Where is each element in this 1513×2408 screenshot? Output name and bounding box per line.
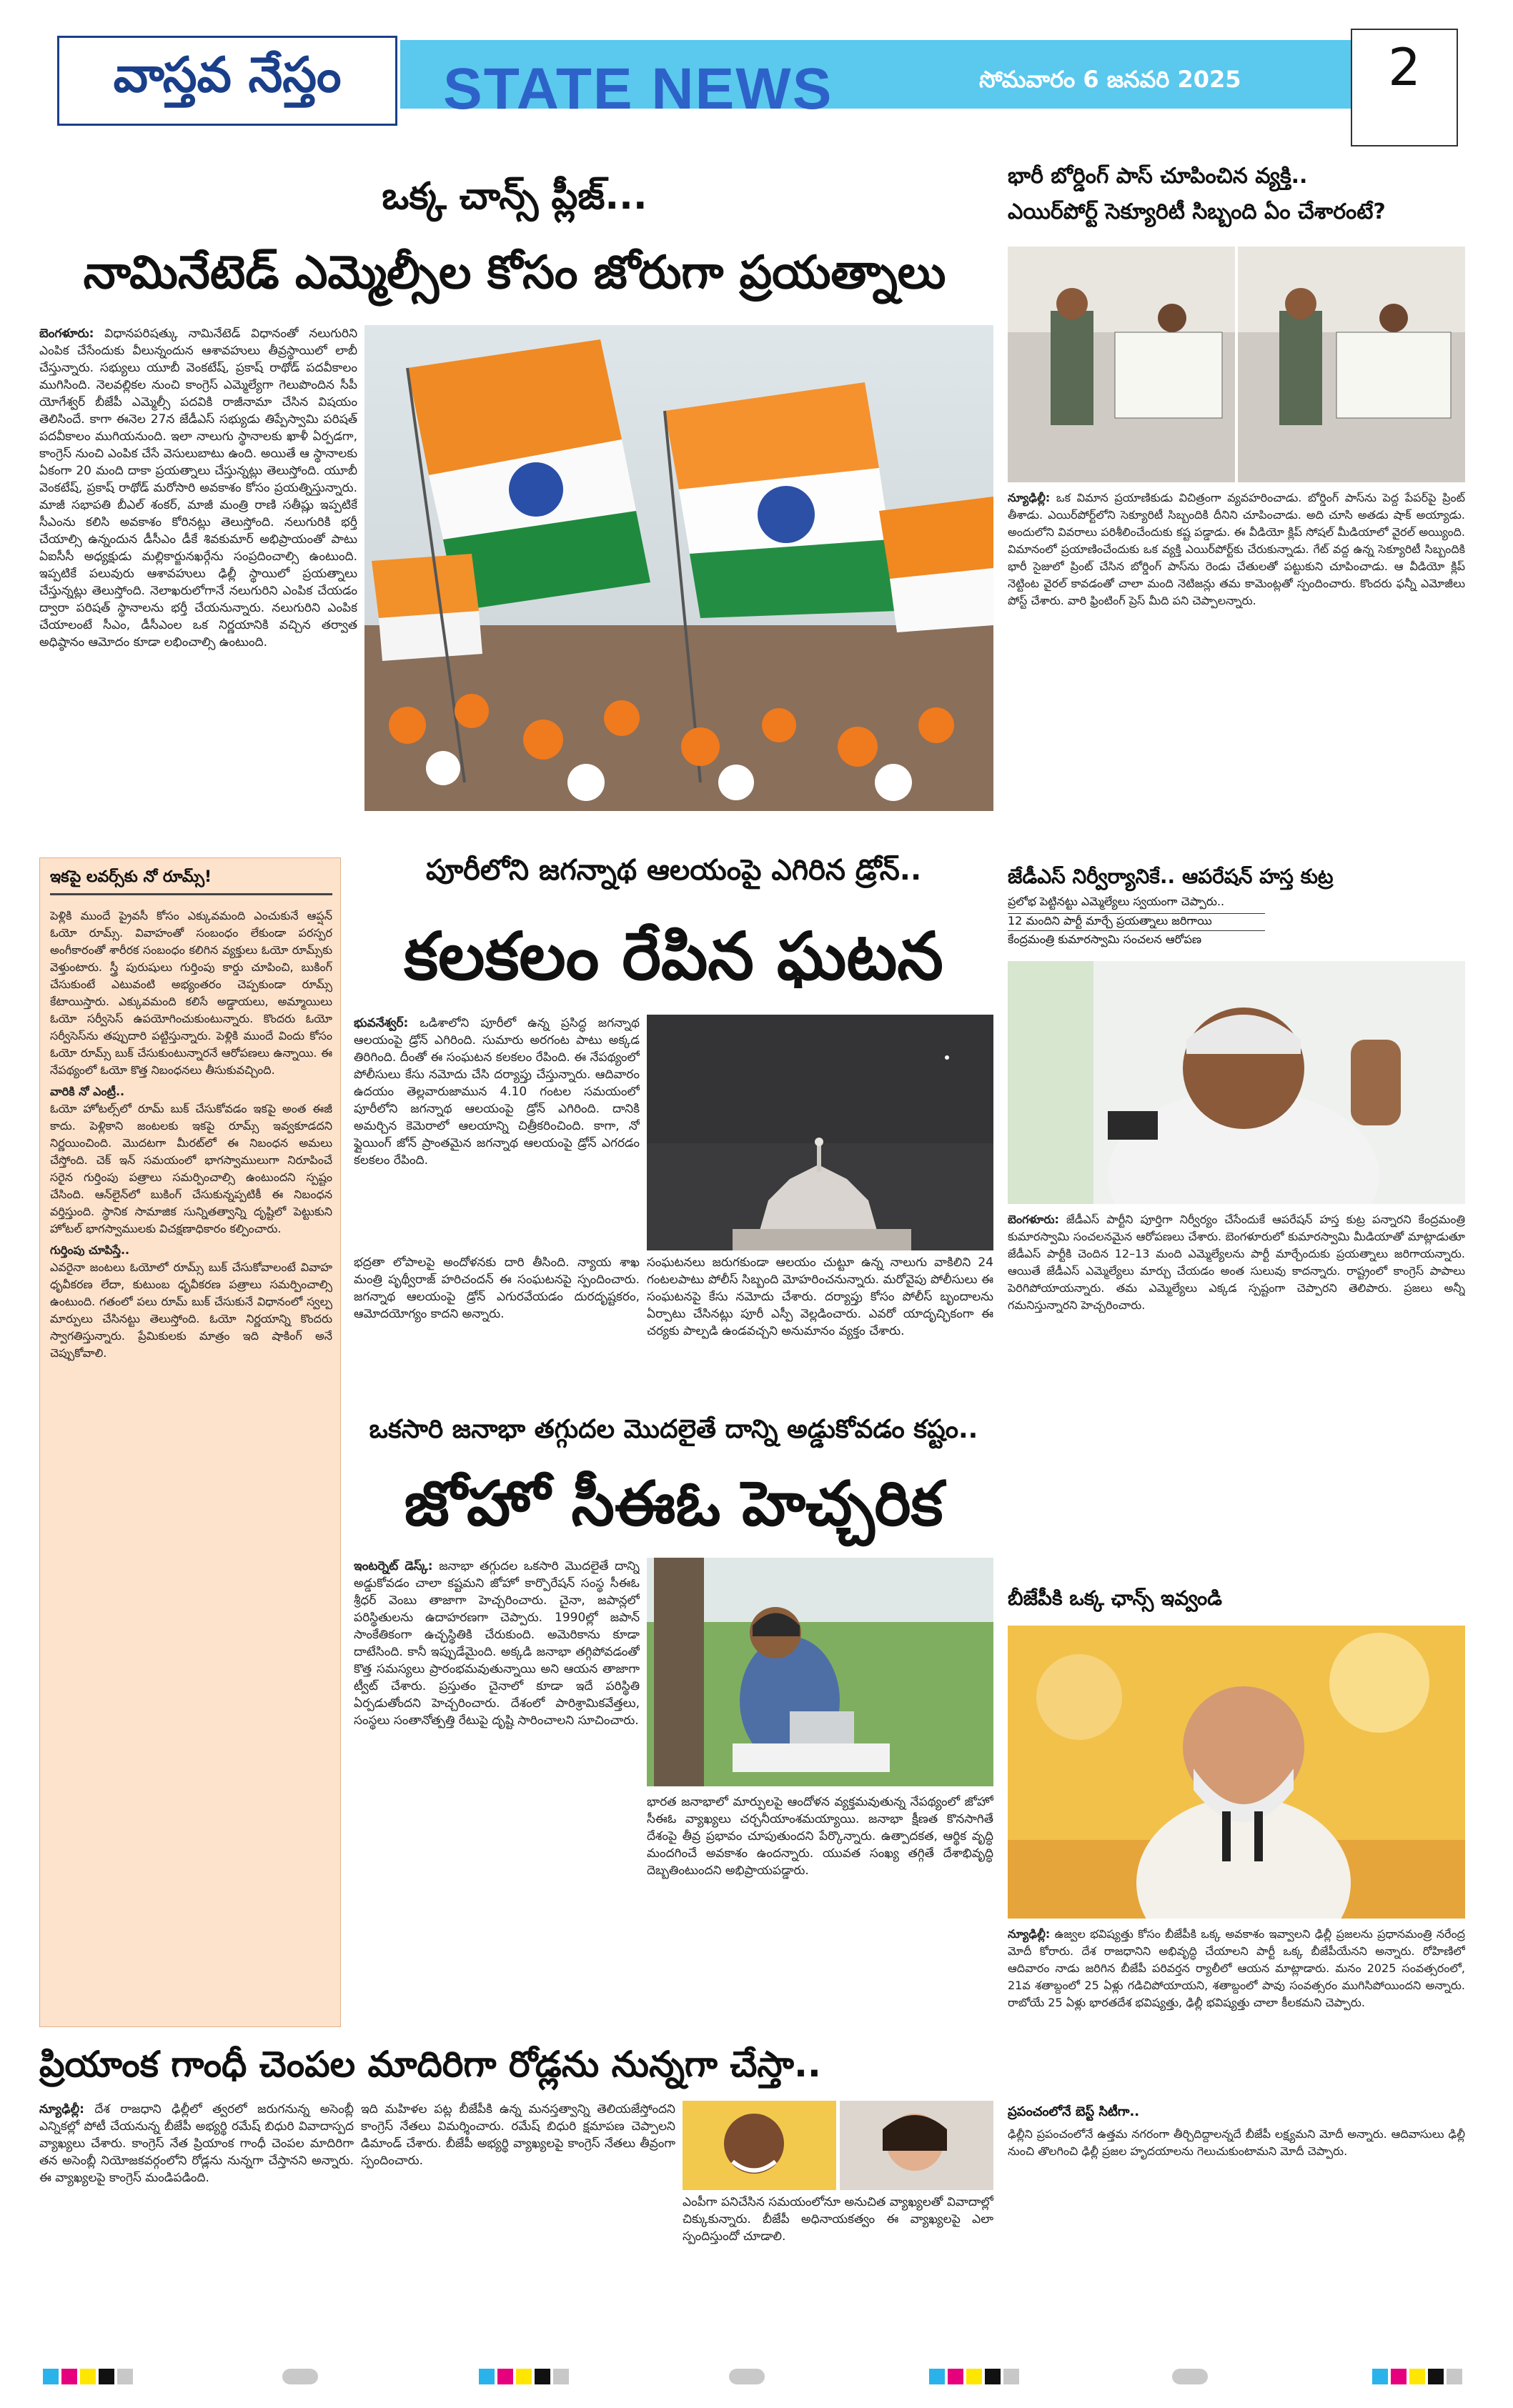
modi-body-text: ఉజ్వల భవిష్యత్తు కోసం బీజేపీకి ఒక్క అవకాశం ఇవ్వాలని ఢిల్లీ ప్రజలను ప్రధానమంత్రి నరేంద్ర మోదీ కోరారు. దేశ రాజధానిని అభివృద్ధి చేయాలని పార్టీ ఒక్క బీజేపీయేనని అన్నారు. రోహిణిలో ఆదివారం నాడు జరిగిన బీజేపీ పరివర్తన ర్యాలీలో ఆయన మాట్లాడారు. మనం 2025 సంవత్సరంలో, 21వ శతాబ్దంలో 25 ఏళ్లు గడిచిపోయాయని, శతాబ్దంలో పావు సంవత్సరం ముగిసిపోయిందని అన్నారు. రాబోయే 25 ఏళ్లు భారతదేశ భవిష్యత్తు, ఢిల్లీ భవిష్యత్తు చాలా కీలకమని చెప్పారు. bbox=[1008, 1927, 1465, 2009]
airport-kicker: భారీ బోర్డింగ్ పాస్ చూపించిన వ్యక్తి.. bbox=[1008, 164, 1308, 189]
modi-photo bbox=[1008, 1626, 1465, 1919]
priyanka-headline: ప్రియాంక గాంధీ చెంపల మాదిరిగా రోడ్లను నున్నగా చేస్తా.. bbox=[39, 2044, 821, 2085]
hdk-kicker: జేడీఎస్ నిర్వీర్యానికే.. ఆపరేషన్ హస్త కుట్ర bbox=[1008, 865, 1334, 888]
jagannath-temple-photo bbox=[647, 1015, 993, 1250]
priyanka-body-mid-text: ఇది మహిళల పట్ల బీజేపీకి ఉన్న మనస్తత్వాన్ని తెలియజేస్తోందని కాంగ్రెస్ నేతలు విమర్శించారు. రమేష్ బిధురి క్షమాపణ చెప్పాలని డిమాండ్ చేశారు. బీజేపీ అభ్యర్థి వ్యాఖ్యలపై కాంగ్రెస్ నేతలు తీవ్రంగా స్పందించారు. bbox=[361, 2102, 675, 2168]
lead-dateline: బెంగళూరు: bbox=[39, 327, 94, 341]
modi-kicker: బీజేపీకి ఒక్క ఛాన్స్ ఇవ్వండి bbox=[1008, 1586, 1222, 1610]
modi-subhead: ప్రపంచంలోనే బెస్ట్ సిటీగా.. bbox=[1008, 2104, 1140, 2119]
modi-body bbox=[1008, 1926, 1465, 2097]
modi-body-2-text: ఢిల్లీని ప్రపంచంలోనే ఉత్తమ నగరంగా తీర్చిదిద్దాలన్నదే బీజేపీ లక్ష్యమని మోదీ అన్నారు. ఆదివాసులు ఢిల్లీ నుంచి తొలగించి ఢిల్లీ ప్రజల హృదయాలను గెలుచుకుంటామని మోదీ చెప్పారు. bbox=[1008, 2127, 1465, 2158]
drone-kicker: పూరీలోని జగన్నాథ ఆలయంపై ఎగిరిన డ్రోన్.. bbox=[425, 854, 922, 887]
lead-kicker: ఒక్క చాన్స్ ప్లీజ్... bbox=[382, 175, 648, 218]
lovers-title-rule bbox=[50, 893, 332, 895]
color-registration-bar-3 bbox=[929, 2369, 1022, 2384]
lovers-body-text-2: ఓయో హోటల్స్‌లో రూమ్ బుక్ చేసుకోవడం ఇకపై అంత ఈజీ కాదు. పెళ్లికాని జంటలకు ఇకపై రూమ్స్ ఇవ్వకూడదని నిర్ణయించింది. మొదటగా మీరట్‌లో ఈ నిబంధన అమలు చేస్తోంది. చెక్ ఇన్ సమయంలో భాగస్వాములుగా నిరూపించే సరైన గుర్తింపు పత్రాలు సమర్పించాల్సి ఉంటుందని స్పష్టం చేసింది. ఆన్‌లైన్‌లో బుకింగ్ చేసుకున్నప్పటికీ ఈ నిబంధన వర్తిస్తుంది. స్థానిక సామాజిక సున్నితత్వాన్ని దృష్టిలో పెట్టుకుని హోటల్ భాగస్వాములకు విచక్షణాధికారం కల్పించారు. bbox=[50, 1102, 332, 1235]
priyanka-body-right-text: ఎంపీగా పనిచేసిన సమయంలోనూ అనుచిత వ్యాఖ్యలతో వివాదాల్లో చిక్కుకున్నారు. బీజేపీ అధినాయకత్వం ఈ వ్యాఖ్యలపై ఎలా స్పందిస్తుందో చూడాలి. bbox=[683, 2195, 993, 2244]
zoho-headline: జోహో సీఈఓ హెచ్చరిక bbox=[404, 1468, 943, 1540]
registration-pill-1 bbox=[282, 2369, 318, 2384]
priyanka-body-left-text: దేశ రాజధాని ఢిల్లీలో త్వరలో జరుగనున్న అసెంబ్లీ ఎన్నికల్లో పోటీ చేయనున్న బీజేపీ అభ్యర్థి రమేష్ బిధురి వివాదాస్పద వ్యాఖ్యలు చేశారు. కాంగ్రెస్ నేత ప్రియాంక గాంధీ చెంపల మాదిరిగా తన అసెంబ్లీ నియోజకవర్గంలోని రోడ్లను నున్నగా చేస్తానని అన్నారు. ఈ వ్యాఖ్యలపై కాంగ్రెస్ మండిపడింది. bbox=[39, 2102, 354, 2185]
color-registration-bar-4 bbox=[1372, 2369, 1465, 2384]
zoho-body-right bbox=[647, 1793, 993, 2015]
kumaraswamy-photo bbox=[1008, 961, 1465, 1204]
hdk-dateline: బెంగళూరు: bbox=[1008, 1213, 1059, 1226]
lovers-body-text-3: ఎవరైనా జంటలు ఓయోలో రూమ్స్ బుక్ చేసుకోవాలంటే వివాహ ధృవీకరణ లేదా, కుటుంబ ధృవీకరణ పత్రాలు సమర్పించాల్సి ఉంటుంది. గతంలో పలు రూమ్ బుక్ చేసుకునే విధానంలో స్వల్ప మార్పులు చేసినట్టు తెలుస్తోంది. ఓయో నిర్ణయాన్ని కొందరు స్వాగతిస్తున్నారు. ప్రేమికులకు మాత్రం ఇది షాకింగ్ అనే చెప్పుకోవాలి. bbox=[50, 1260, 332, 1360]
drone-body-left bbox=[354, 1015, 640, 1250]
section-title: STATE NEWS bbox=[443, 56, 833, 121]
drone-body-bottom-left bbox=[354, 1254, 640, 1397]
hdk-subhead-1: ప్రలోభ పెట్టినట్టు ఎమ్మెల్యేలు స్వయంగా చెప్పారు.. bbox=[1008, 895, 1225, 908]
zoho-body-left bbox=[354, 1558, 640, 2015]
modi-body-2 bbox=[1008, 2126, 1465, 2247]
lead-article-body bbox=[39, 325, 357, 811]
congress-flags-photo bbox=[364, 325, 993, 811]
drone-dateline: భువనేశ్వర్: bbox=[354, 1016, 409, 1030]
lead-headline: నామినేటెడ్ ఎమ్మెల్సీల కోసం జోరుగా ప్రయత్నాలు bbox=[83, 247, 946, 299]
bidhuri-priyanka-photo bbox=[683, 2101, 993, 2190]
lovers-body-text: పెళ్లికి ముందే ప్రైవసీ కోసం ఎక్కువమంది ఎంచుకునే ఆప్షన్ ఓయో రూమ్స్. వివాహంతో సంబంధం లేకుండా పరస్పర అంగీకారంతో శారీరక సంబంధం కలిగిన వ్యక్తులు ఓయో రూమ్స్‌కు వెళ్తుంటారు. స్త్రీ పురుషులు గుర్తింపు కార్డు చూపించి, బుకింగ్ చేసుకుంటే ఎటువంటి అభ్యంతరం చెప్పకుండా రూమ్స్ కేటాయిస్తారు. ఎక్కువమంది కలిసే అడ్డాయలు, అమ్మాయిలు ఓయో సర్వీసెస్ ఉపయోగించుకుంటున్నారు. కొందరు ఓయో సర్వీసెస్‌ను తప్పుదారి పట్టిస్తున్నారు. పెళ్లికి ముందే విందు కోసం ఓయో రూమ్స్ బుక్ చేసుకుంటున్నారనే ఆరోపణలు ఉన్నాయి. ఈ నేపథ్యంలో ఓయో కొత్త నిబంధనలు తీసుకువచ్చింది. bbox=[50, 909, 332, 1077]
page-number: 2 bbox=[1351, 29, 1458, 146]
color-registration-bar-2 bbox=[479, 2369, 572, 2384]
lovers-subhead-1: వారికి నో ఎంట్రీ.. bbox=[50, 1085, 125, 1098]
registration-pill-3 bbox=[1172, 2369, 1208, 2384]
lovers-subhead-2: గుర్తింపు చూపిస్తే.. bbox=[50, 1243, 130, 1257]
priyanka-body-right bbox=[683, 2194, 993, 2254]
priyanka-dateline: న్యూఢిల్లీ: bbox=[39, 2102, 84, 2116]
zoho-kicker: ఒకసారి జనాభా తగ్గుదల మొదలైతే దాన్ని అడ్డుకోవడం కష్టం.. bbox=[369, 1415, 978, 1444]
airport-headline: ఎయిర్‌పోర్ట్ సెక్యూరిటీ సిబ్బంది ఏం చేశారంటే? bbox=[1008, 199, 1386, 224]
color-registration-bar-1 bbox=[43, 2369, 136, 2384]
lovers-title: ఇకపై లవర్స్‌కు నో రూమ్స్! bbox=[50, 868, 212, 886]
priyanka-body-left bbox=[39, 2101, 354, 2251]
hdk-body bbox=[1008, 1211, 1465, 1601]
hdk-subhead-3: కేంద్రమంత్రి కుమారస్వామి సంచలన ఆరోపణ bbox=[1008, 932, 1202, 946]
lead-body-text: విధానపరిషత్కు నామినేటెడ్ విధానంతో నలుగురిని ఎంపిక చేసేందుకు వీలున్నందున ఆశావహులు తీవ్రస్థాయిలో లాబీ చేస్తున్నారు. సభ్యులు యూబీ వెంకటేష్, ప్రకాష్ రాథోడ్ పదవీకాలం ముగిసింది. నెలవల్లికల నుంచి కాంగ్రెస్ ఎమ్మెల్యేగా గెలుపొందిన సీపీ యోగేశ్వర్ బీజేపీ ఎమ్మెల్సీ పదవికి రాజీనామా చేసిన విషయం తెలిసిందే. కాగా ఈనెల 27న జేడీఎస్ సభ్యుడు తిప్పేస్వామి పరిషత్ పదవీకాలం ముగియనుంది. ఇలా నాలుగు స్థానాలకు ఖాళీ ఏర్పడగా, కాంగ్రెస్ నుంచి ఎంపిక చేసే వెసులుబాటు ఉంది. అయితే ఆ స్థానాలకు ఏకంగా 20 మంది దాకా ప్రయత్నాలు చేస్తున్నట్లు తెలుస్తోంది. యూబీ వెంకటేష్, ప్రకాష్ రాథోడ్ మరోసారి అవకాశం కోసం ప్రయత్నిస్తున్నారు. మాజీ సభాపతి బీఎల్ శంకర్, మాజీ మంత్రి రాణి సతీష్లు ఇప్పటికే సీఎంను కలిసి అవకాశం కోరినట్లు తెలుస్తోంది. నలుగురికి భర్తీ చేయాల్సి ఉన్నందున డీసీఎం డీకే శివకుమార్ అభిప్రాయంతో పాటు ఏఐసీసీ అధ్యక్షుడు మల్లికార్జునఖర్గేను సంప్రదించాల్సి ఉంటుంది. ఇప్పటికే పలువురు ఆశావహులు ఢిల్లీ స్థాయిలో ప్రయత్నాలు చేస్తున్నట్లు తెలుస్తోంది. నెలాఖరులోగానే నలుగురిని ఎంపిక చేయడం ద్వారా పరిషత్ స్థానాలను భర్తీ చేయనున్నారు. నలుగురిని ఎంపిక చేయాలంటే సీఎం, డీసీఎంల ఒక నిర్ణయానికి వచ్చిన తర్వాత అధిష్ఠానం ఆమోదం కూడా లభించాల్సి ఉంటుంది. bbox=[39, 327, 357, 650]
drone-body-wide-text: భద్రతా లోపాలపై అందోళనకు దారి తీసింది. న్యాయ శాఖ మంత్రి పృథ్వీరాజ్ హరిచందన్ ఈ సంఘటనపై స్పందించారు. జగన్నాథ ఆలయంపై డ్రోన్ ఎగురవేయడం దురదృష్టకరం, ఆమోదయోగ్యం కాదని అన్నారు. bbox=[354, 1255, 640, 1321]
lovers-body bbox=[50, 907, 332, 2015]
hdk-body-text: జేడీఎస్ పార్టీని పూర్తిగా నిర్వీర్యం చేసేందుకే ఆపరేషన్ హస్త కుట్ర పన్నారని కేంద్రమంత్రి కుమారస్వామి సంచలనమైన ఆరోపణలు చేశారు. బెంగళూరులో కుమారస్వామి మీడియాతో మాట్లాడుతూ జేడీఎస్ పార్టీకి చెందిన 12–13 మంది ఎమ్మెల్యేలను పార్టీ మార్చేందుకు ప్రయత్నాలు జరిగాయన్నారు. ఆయితే జేడీఎస్ ఎమ్మెల్యేలు మార్చు చేయడం అంత సులువు కాదన్నారు. రాష్ట్రంలో కాంగ్రెస్ పాపాలు పెరిగిపోయాయన్నారు. తమ ఎమ్మెల్యేలు ఎక్కడ స్పష్టంగా చెప్పారని తెలిపారు. ప్రజలు అన్నీ గమనిస్తున్నారని హెచ్చరించారు. bbox=[1008, 1213, 1465, 1312]
issue-date: సోమవారం 6 జనవరి 2025 bbox=[979, 66, 1241, 93]
airport-body bbox=[1008, 489, 1465, 854]
airport-body-text: ఒక విమాన ప్రయాణికుడు విచిత్రంగా వ్యవహరించాడు. బోర్డింగ్ పాస్‌ను పెద్ద పేపర్‌పై ప్రింట్ తీశాడు. ఎయిర్‌పోర్ట్‌లోని సెక్యూరిటీ సిబ్బందికి దీనిని చూపించాడు. అది చూసి అతడు షాక్ అయ్యాడు. అందులోని వివరాలు పరిశీలించేందుకు కష్ట పడ్డాడు. ఈ వీడియో క్లిప్ సోషల్ మీడియాలో వైరల్ అయ్యింది. విమానంలో ప్రయాణించేందుకు ఒక వ్యక్తి ఎయిర్‌పోర్ట్‌కు చేరుకున్నాడు. గేట్ వద్ద ఉన్న సెక్యూరిటీ సిబ్బందికి భారీ సైజులో ప్రింట్ చేసిన బోర్డింగ్ పాస్‌ను రెండు చేతులతో పట్టుకుని చూపించాడు. ఆ వీడియో క్లిప్ నెట్టింట వైరల్ కావడంతో చాలా మంది నెటిజన్లు తమ కామెంట్లతో స్పందించారు. కొందరు ఫన్నీ ఎమోజీలు పోస్ట్ చేశారు. వారి ఫ్రింటింగ్ ప్రెస్ మీది పని చెప్పాలన్నారు. bbox=[1008, 491, 1465, 607]
airport-dateline: న్యూఢిల్లీ: bbox=[1008, 491, 1051, 504]
boarding-pass-photo bbox=[1008, 247, 1465, 482]
masthead-logo: వాస్తవ నేస్తం bbox=[57, 36, 397, 126]
zoho-body-right-text: భారత జనాభాలో మార్పులపై ఆందోళన వ్యక్తమవుతున్న నేపథ్యంలో జోహో సీఈఓ వ్యాఖ్యలు చర్చనీయాంశమయ్యాయి. జనాభా క్షీణత కొనసాగితే దేశంపై తీవ్ర ప్రభావం చూపుతుందని పేర్కొన్నారు. ఉత్పాదకత, ఆర్థిక వృద్ధి మందగించే అవకాశం ఉందన్నారు. యువత సంఖ్య తగ్గితే దేశాభివృద్ధి దెబ్బతింటుందని అభిప్రాయపడ్డారు. bbox=[647, 1795, 993, 1878]
modi-dateline: న్యూఢిల్లీ: bbox=[1008, 1927, 1051, 1941]
hdk-subhead-2: 12 మందిని పార్టీ మార్చే ప్రయత్నాలు జరిగాయి bbox=[1008, 913, 1265, 931]
registration-pill-2 bbox=[729, 2369, 765, 2384]
drone-body-right bbox=[647, 1254, 993, 1397]
zoho-body-text: జనాభా తగ్గుదల ఒకసారి మొదలైతే దాన్ని అడ్డుకోవడం చాలా కష్టమని జోహో కార్పొరేషన్ సంస్థ సీఈఓ శ్రీధర్ వెంబు తాజాగా హెచ్చరించారు. చైనా, జపాన్లలో పరిస్థితులను ఉదాహరణగా చెప్పారు. 1990ల్లో జపాన్ సాంకేతికంగా ఉచ్ఛస్థితికి చేరుకుంది. అమెరికాను కూడా దాటేసింది. కానీ ఇప్పుడేమైంది. అక్కడి జనాభా తగ్గిపోవడంతో కొత్త సమస్యలు ప్రారంభమవుతున్నాయి అని ఆయన తాజాగా ట్వీట్ చేశారు. ప్రస్తుతం చైనాలో కూడా ఇదే పరిస్థితి ఏర్పడుతోందని హెచ్చరించారు. దేశంలో పారిశ్రామికవేత్తలు, సంస్థలు సంతానోత్పత్తి రేటుపై దృష్టి సారించాలని సూచించారు. bbox=[354, 1559, 640, 1728]
drone-body-right-text: సంఘటనలు జరుగకుండా ఆలయం చుట్టూ ఉన్న నాలుగు వాకిలిని 24 గంటలపాటు పోలీస్ సిబ్బంది మోహరించనున్నారు. మరోవైపు పోలీసులు ఈ సంఘటనపై కేసు నమోదు చేశారు. దర్యాప్తు కోసం పోలీస్ బృందాలను ఏర్పాటు చేసినట్లు పూరీ ఎస్పీ వెల్లడించారు. ఎవరో యాదృచ్ఛికంగా ఈ చర్యకు పాల్పడి ఉండవచ్చని అనుమానం వ్యక్తం చేశారు. bbox=[647, 1255, 993, 1338]
drone-headline: కలకలం రేపిన ఘటన bbox=[404, 918, 943, 995]
sridhar-vembu-photo bbox=[647, 1558, 993, 1786]
zoho-dateline: ఇంటర్నెట్ డెస్క్: bbox=[354, 1559, 433, 1573]
drone-body-left-text: ఒడిశాలోని పూరీలో ఉన్న ప్రసిద్ధ జగన్నాథ ఆలయంపై డ్రోన్ ఎగిరింది. సుమారు అరగంట పాటు అక్కడ తిరిగింది. దీంతో ఈ సంఘటన కలకలం రేపింది. ఈ నేపథ్యంలో పోలీసులు కేసు నమోదు చేసి దర్యాప్తు చేస్తున్నారు. ఆదివారం ఉదయం తెల్లవారుజామున 4.10 గంటల సమయంలో పూరీలోని జగన్నాథ ఆలయంపై డ్రోన్ ఎగిరింది. దానికి అమర్చిన కెమెరాలో ఆలయాన్ని చిత్రీకరించింది. కాగా, నో ఫ్లైయింగ్ జోన్ ప్రాంతమైన జగన్నాథ ఆలయంపై డ్రోన్ ఎగరడం కలకలం రేపింది. bbox=[354, 1016, 640, 1168]
priyanka-body-mid bbox=[361, 2101, 675, 2251]
